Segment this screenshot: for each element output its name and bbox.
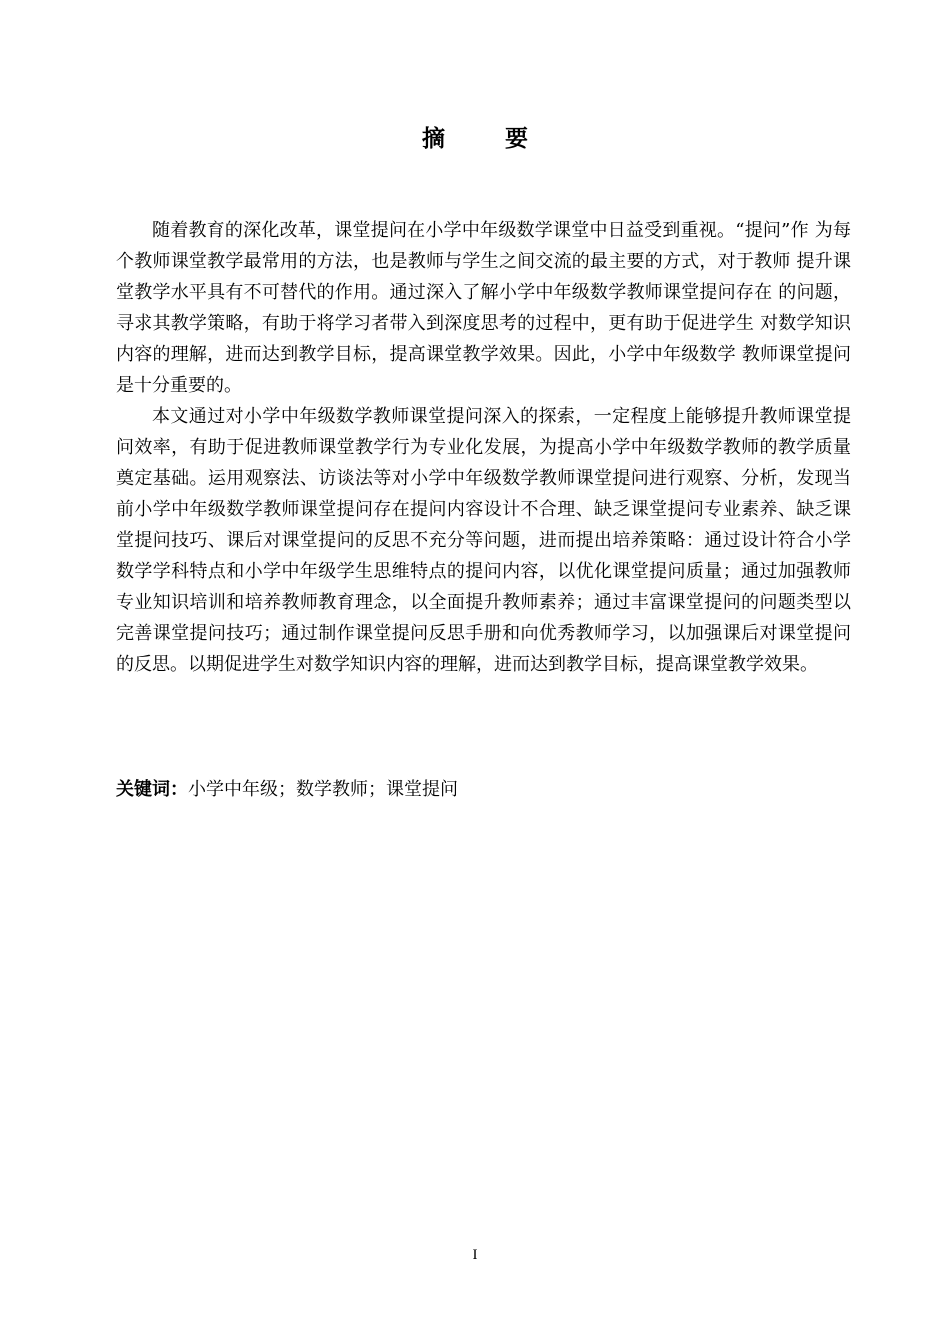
abstract-title: 摘 要 xyxy=(421,126,554,152)
abstract-paragraph-1: 随着教育的深化改革，课堂提问在小学中年级数学课堂中日益受到重视。“提问”作 为每个教师课堂教学最常用的方法，也是教师与学生之间交流的最主要的方式，对于教师 提升课堂教学水平具有不可替代的作用。通过深入了解小学中年级数学教师课堂提问存在 的问题，寻求其教学策略，有助于将学习者带入到深度思考的过程中，更有助于促进学生 对数学知识内容的理解，进而达到教学目标，提高课堂教学效果。因此，小学中年级数学 教师课堂提问是十分重要的。 xyxy=(116,220,851,396)
page-number: I xyxy=(472,1247,478,1263)
keywords-label: 关键词： xyxy=(116,779,188,800)
keywords-text: 小学中年级；数学教师；课堂提问 xyxy=(188,779,458,800)
abstract-body xyxy=(116,215,851,680)
abstract-paragraph-2: 本文通过对小学中年级数学教师课堂提问深入的探索，一定程度上能够提升教师课堂提问效率，有助于促进教师课堂教学行为专业化发展，为提高小学中年级数学教师的教学质量奠定基础。运用观察法、访谈法等对小学中年级数学教师课堂提问进行观察、分析，发现当前小学中年级数学教师课堂提问存在提问内容设计不合理、缺乏课堂提问专业素养、缺乏课堂提问技巧、课后对课堂提问的反思不充分等问题，进而提出培养策略：通过设计符合小学数学学科特点和小学中年级学生思维特点的提问内容，以优化课堂提问质量；通过加强教师专业知识培训和培养教师教育理念，以全面提升教师素养；通过丰富课堂提问的问题类型以完善课堂提问技巧；通过制作课堂提问反思手册和向优秀教师学习，以加强课后对课堂提问的反思。以期促进学生对数学知识内容的理解，进而达到教学目标，提高课堂教学效果。 xyxy=(116,406,851,675)
keywords-line xyxy=(116,774,851,805)
